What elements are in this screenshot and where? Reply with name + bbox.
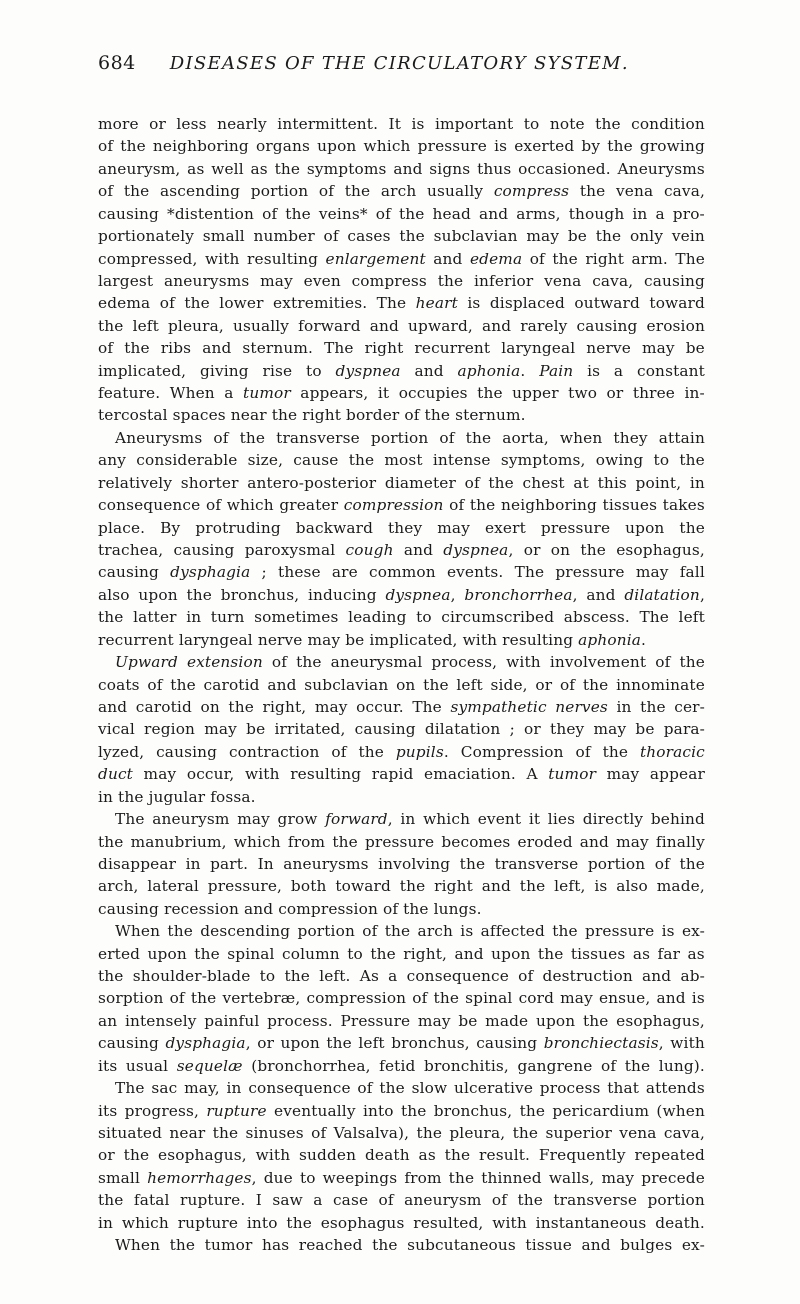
text-line: situated near the sinuses of Valsalva), the pleura, the superior vena cava,	[98, 1123, 705, 1142]
text-line: largest aneurysms may even compress the inferior vena cava, causing	[98, 271, 705, 290]
text-line: an intensely painful process. Pressure may be made upon the esophagus,	[98, 1011, 705, 1030]
text-line: the fatal rupture. I saw a case of aneurysm of the transverse portion	[98, 1191, 705, 1210]
text-line: trachea, causing paroxysmal cough and dyspnea, or on the esophagus,	[98, 541, 705, 560]
running-title: DISEASES OF THE CIRCULATORY SYSTEM.	[169, 53, 629, 74]
text-line: The aneurysm may grow forward, in which event it lies directly behind	[115, 810, 705, 829]
text-line: When the tumor has reached the subcutaneous tissue and bulges ex-	[115, 1236, 705, 1255]
text-line: consequence of which greater compression of the neighboring tissues takes	[98, 496, 705, 515]
text-line: or the esophagus, with sudden death as the result. Frequently repeated	[98, 1146, 705, 1165]
text-line: disappear in part. In aneurysms involving the transverse portion of the	[98, 854, 705, 873]
text-line: and carotid on the right, may occur. The sympathetic nerves in the cer-	[98, 697, 705, 716]
text-line: aneurysm, as well as the symptoms and signs thus occasioned. Aneurysms	[98, 159, 705, 178]
text-line: Aneurysms of the transverse portion of the aorta, when they attain	[115, 428, 705, 447]
text-line: compressed, with resulting enlargement and edema of the right arm. The	[98, 249, 705, 268]
text-line: in the jugular fossa.	[98, 787, 256, 806]
text-line: arch, lateral pressure, both toward the right and the left, is also made,	[98, 877, 705, 896]
text-line: vical region may be irritated, causing dilatation ; or they may be para-	[98, 720, 705, 739]
text-line: the shoulder-blade to the left. As a consequence of destruction and ab-	[98, 967, 705, 986]
body-text	[98, 113, 705, 1257]
text-line: erted upon the spinal column to the right, and upon the tissues as far as	[98, 944, 705, 963]
text-line: The sac may, in consequence of the slow ulcerative process that attends	[115, 1079, 705, 1098]
text-line: the latter in turn sometimes leading to circumscribed abscess. The left	[98, 608, 705, 627]
text-line: tercostal spaces near the right border of the sternum.	[98, 406, 526, 425]
text-line: lyzed, causing contraction of the pupils. Compression of the thoracic	[98, 742, 705, 761]
text-line: of the ascending portion of the arch usually compress the vena cava,	[98, 182, 705, 201]
text-line: duct may occur, with resulting rapid emaciation. A tumor may appear	[98, 765, 705, 784]
text-line: causing dysphagia, or upon the left bronchus, causing bronchiectasis, with	[98, 1034, 705, 1053]
text-line: recurrent laryngeal nerve may be implicated, with resulting aphonia.	[98, 630, 647, 649]
text-line: any considerable size, cause the most intense symptoms, owing to the	[98, 451, 705, 470]
text-line: sorption of the vertebræ, compression of the spinal cord may ensue, and is	[98, 989, 705, 1008]
text-line: the left pleura, usually forward and upward, and rarely causing erosion	[98, 316, 705, 335]
running-head	[98, 52, 704, 78]
text-line: in which rupture into the esophagus resulted, with instantaneous death.	[98, 1213, 705, 1232]
text-line: relatively shorter antero-posterior diameter of the chest at this point, in	[98, 473, 705, 492]
text-line: implicated, giving rise to dyspnea and aphonia. Pain is a constant	[98, 361, 705, 380]
text-line: causing *distention of the veins* of the head and arms, though in a pro-	[98, 204, 705, 223]
text-line: edema of the lower extremities. The heart is displaced outward toward	[98, 294, 705, 313]
text-line: its usual sequelæ (bronchorrhea, fetid bronchitis, gangrene of the lung).	[98, 1056, 705, 1075]
page-number: 684	[98, 52, 136, 74]
text-line: also upon the bronchus, inducing dyspnea, bronchorrhea, and dilatation,	[98, 585, 705, 604]
text-line: its progress, rupture eventually into the bronchus, the pericardium (when	[98, 1101, 705, 1120]
text-line: causing recession and compression of the lungs.	[98, 899, 482, 918]
text-line: small hemorrhages, due to weepings from the thinned walls, may precede	[98, 1168, 705, 1187]
text-line: causing dysphagia ; these are common events. The pressure may fall	[98, 563, 705, 582]
text-line: When the descending portion of the arch is affected the pressure is ex-	[115, 922, 705, 941]
text-line: coats of the carotid and subclavian on the left side, or of the innominate	[98, 675, 705, 694]
text-line: portionately small number of cases the subclavian may be the only vein	[98, 227, 705, 246]
text-line: the manubrium, which from the pressure becomes eroded and may finally	[98, 832, 705, 851]
text-line: of the neighboring organs upon which pressure is exerted by the growing	[98, 137, 705, 156]
text-line: of the ribs and sternum. The right recurrent laryngeal nerve may be	[98, 339, 705, 358]
text-line: feature. When a tumor appears, it occupies the upper two or three in-	[98, 384, 705, 403]
text-line: Upward extension of the aneurysmal process, with involvement of the	[115, 653, 705, 672]
text-line: more or less nearly intermittent. It is important to note the condition	[98, 115, 705, 133]
text-line: place. By protruding backward they may exert pressure upon the	[98, 518, 705, 537]
